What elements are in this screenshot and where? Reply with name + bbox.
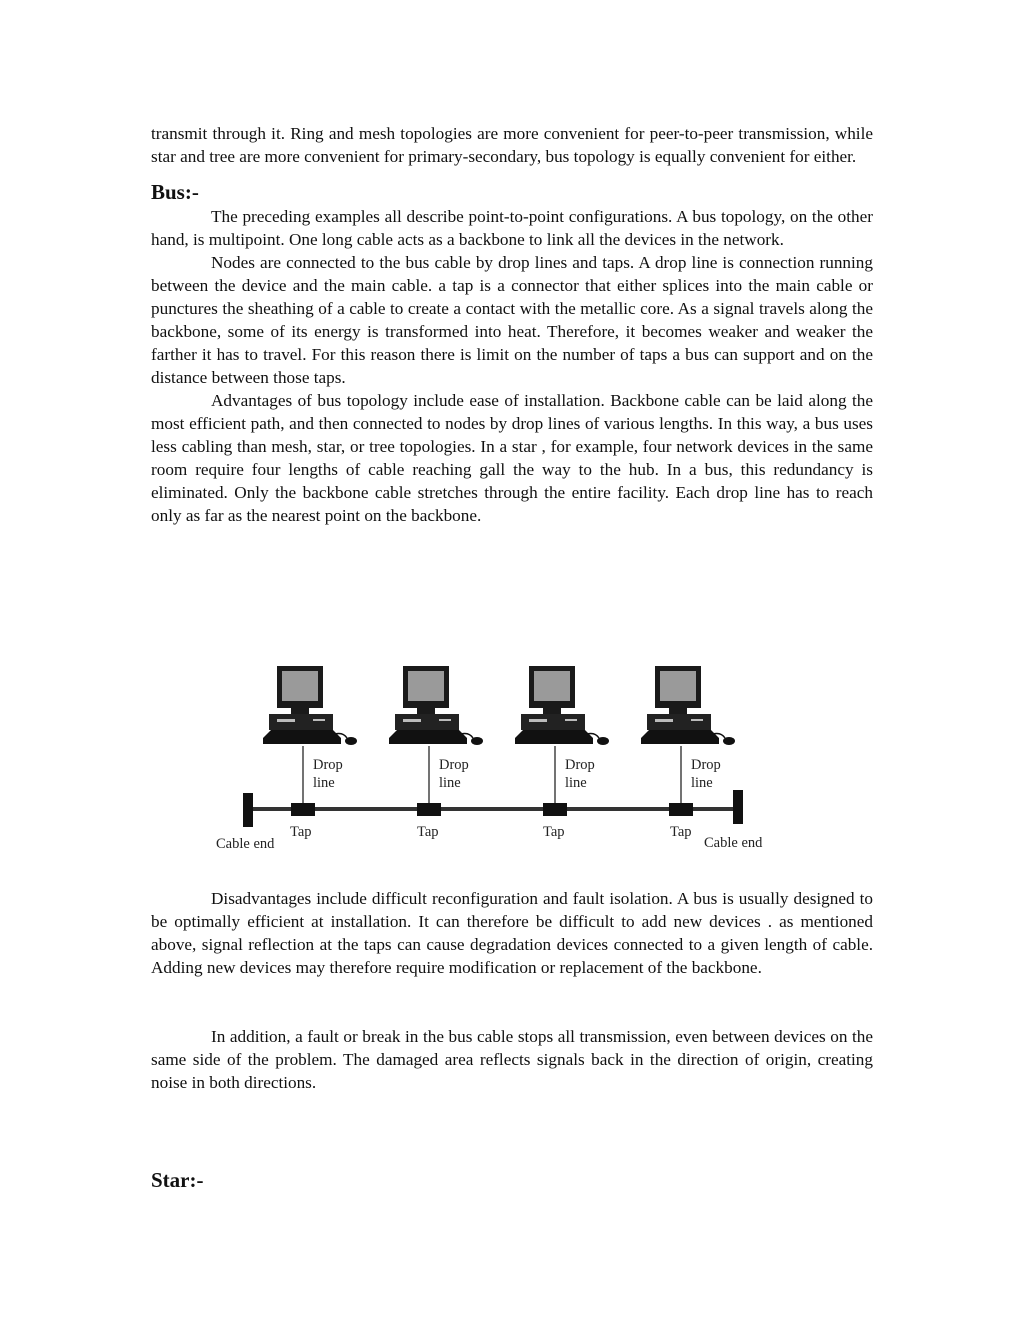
computer-node-2 — [389, 666, 483, 840]
star-heading: Star:- — [151, 1168, 204, 1192]
line-label-3: line — [565, 775, 587, 791]
cable-end-label-right: Cable end — [704, 835, 763, 851]
drop-label-3: Drop — [565, 757, 595, 773]
line-label-4: line — [691, 775, 713, 791]
addition-paragraph: In addition, a fault or break in the bus cable stops all transmission, even between devices on the same side of the problem. The damaged area reflects signals back in the direction of origin, creating noise in both directions. — [151, 1027, 873, 1092]
cable-end-right — [733, 790, 743, 824]
computer-node-3 — [515, 666, 609, 840]
drop-label-4: Drop — [691, 757, 721, 773]
tap-2 — [417, 803, 441, 816]
tap-1 — [291, 803, 315, 816]
drop-label-2: Drop — [439, 757, 469, 773]
intro-paragraph: transmit through it. Ring and mesh topologies are more convenient for peer-to-peer transmission, while star and tree are more convenient for primary-secondary, bus topology is equally convenient for either. — [151, 124, 873, 166]
computer-node-4 — [641, 666, 735, 840]
line-label-2: line — [439, 775, 461, 791]
tap-label-1: Tap — [290, 824, 312, 840]
page-body — [151, 122, 873, 527]
disadvantages-paragraph: Disadvantages include difficult reconfiguration and fault isolation. A bus is usually designed to be optimally efficient at installation. It can therefore be difficult to add new devices . as mentioned above, signal reflection at the taps can cause degradation devices connected to a given length of cable. Adding new devices may therefore require modification or replacement of the backbone. — [151, 889, 873, 977]
bus-paragraph-1: The preceding examples all describe point-to-point configurations. A bus topology, on the other hand, is multipoint. One long cable acts as a backbone to link all the devices in the network. — [151, 207, 873, 249]
computer-node-1 — [263, 666, 357, 840]
cable-end-label-left: Cable end — [216, 836, 275, 852]
tap-label-4: Tap — [670, 824, 692, 840]
bus-paragraph-3: Advantages of bus topology include ease of installation. Backbone cable can be laid along the most efficient path, and then connected to nodes by drop lines of various lengths. In this way, a bus uses less cabling than mesh, star, or tree topologies. In a star , for example, four network devices in the same room require four lengths of cable reaching gall the way to the hub. In a bus, this redundancy is eliminated. Only the backbone cable stretches through the entire facility. Each drop line has to reach only as far as the nearest point on the backbone. — [151, 391, 873, 525]
tap-label-3: Tap — [543, 824, 565, 840]
tap-4 — [669, 803, 693, 816]
tap-label-2: Tap — [417, 824, 439, 840]
line-label-1: line — [313, 775, 335, 791]
drop-label-1: Drop — [313, 757, 343, 773]
tap-3 — [543, 803, 567, 816]
backbone-cable — [253, 807, 733, 811]
bus-topology-diagram — [205, 660, 785, 860]
bus-paragraph-2: Nodes are connected to the bus cable by drop lines and taps. A drop line is connection running between the device and the main cable. a tap is a connector that either splices into the main cable or punctures the sheathing of a cable to create a contact with the metallic core. As a signal travels along the backbone, some of its energy is transformed into heat. Therefore, it becomes weaker and weaker the farther it has to travel. For this reason there is limit on the number of taps a bus can support and on the distance between those taps. — [151, 253, 873, 387]
bus-heading: Bus:- — [151, 180, 199, 204]
cable-end-left — [243, 793, 253, 827]
